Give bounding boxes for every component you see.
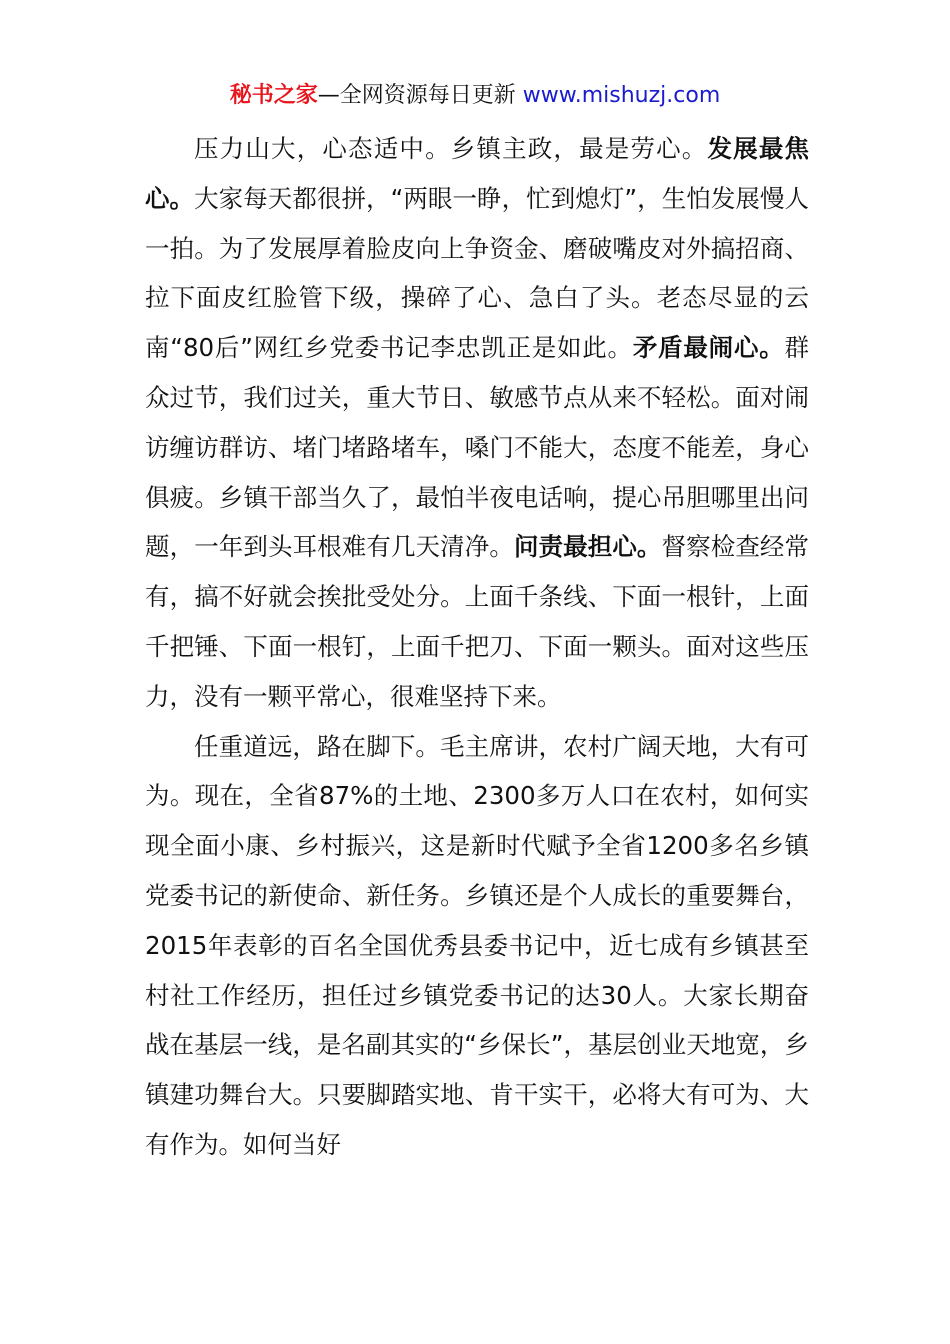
bold-heading-accountability: 问责最担心。: [513, 532, 662, 562]
text-segment: 群众过节，我们过关，重大节日、敏感节点从来不轻松。面对闹访缠访群访、堵门堵路堵车，嗓门不能大，态度不能差，身心俱疲。乡镇干部当久了，最怕半夜电话响，提心吊胆哪里出问题，一年到头耳根难有几天清净。: [145, 333, 810, 562]
paragraph-pressure: [145, 124, 809, 722]
text-segment: 督察检查经常有，搞不好就会挨批受处分。上面千条线、下面一根针，上面千把锤、下面一根钉，上面千把刀、下面一颗头。面对这些压力，没有一颗平常心，很难坚持下来。: [145, 532, 810, 711]
bold-heading-conflict: 矛盾最闹心。: [632, 333, 785, 363]
document-body: [145, 124, 809, 1170]
site-url-link[interactable]: www.mishuzj.com: [522, 83, 721, 108]
text-segment: 任重道远，路在脚下。毛主席讲，农村广阔天地，大有可为。现在，全省87%的土地、2300多万人口在农村，如何实现全面小康、乡村振兴，这是新时代赋予全省1200多名乡镇党委书记的新使命、新任务。乡镇还是个人成长的重要舞台，2015年表彰的百名全国优秀县委书记中，近七成有乡镇甚至村社工作经历，担任过乡镇党委书记的达30人。大家长期奋战在基层一线，是名副其实的“乡保长”，基层创业天地宽，乡镇建功舞台大。只要脚踏实地、肯干实干，必将大有可为、大有作为。如何当好: [145, 731, 809, 1159]
bold-heading-development: 发展最焦心。: [145, 134, 810, 213]
site-header: [0, 80, 950, 112]
header-tagline: —全网资源每日更新: [317, 83, 523, 108]
text-segment: 压力山大，心态适中。乡镇主政，最是劳心。: [194, 134, 708, 163]
paragraph-mission: [145, 722, 809, 1170]
brand-name: 秘书之家: [229, 83, 318, 108]
text-segment: 大家每天都很拼，“两眼一睁，忙到熄灯”，生怕发展慢人一拍。为了发展厚着脸皮向上争资金、磨破嘴皮对外搞招商、拉下面皮红脸管下级，操碎了心、急白了头。老态尽显的云南“80后”网红乡党委书记李忠凯正是如此。: [145, 183, 809, 363]
